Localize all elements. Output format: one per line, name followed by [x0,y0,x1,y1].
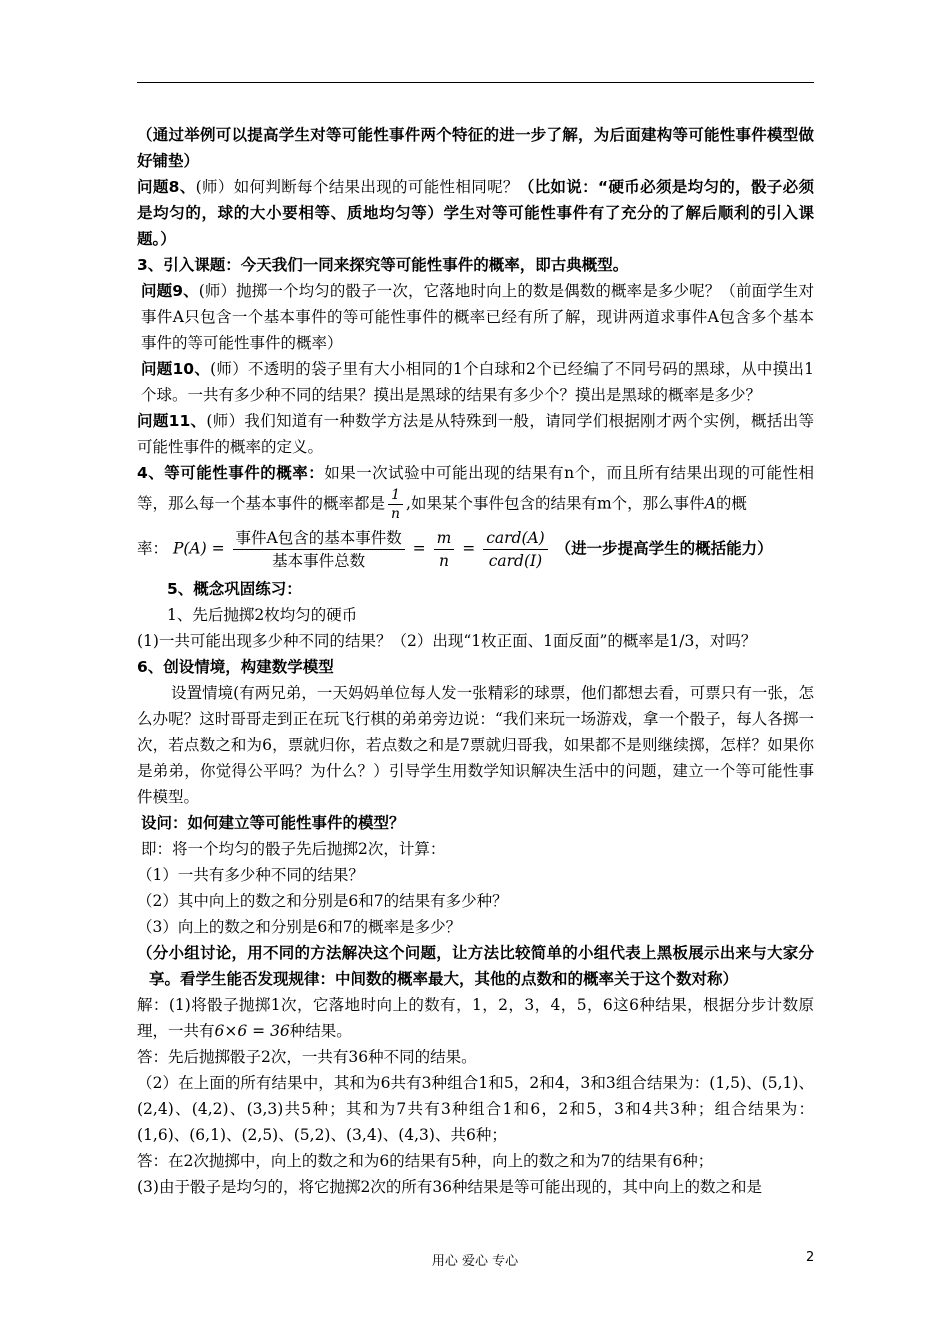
formula-m: m [434,527,455,550]
question-10-label: 问题10、 [141,360,211,378]
formula-words-denominator: 基本事件总数 [272,552,366,570]
question-8-note: （比如说：“硬币必须是均匀的，骰子必须是均匀的，球的大小要相等、质地均匀等）学生对等可能性事件有了充分的了解后顺利的引入课题。） [137,178,814,248]
probability-formula [137,527,814,572]
scenario-paragraph: 设置情境(有两兄弟，一天妈妈单位每人发一张精彩的球票，他们都想去看，可票只有一张，怎么办呢？这时哥哥走到正在玩飞行棋的弟弟旁边说：“我们来玩一场游戏，拿一个骰子，每人各掷一次，若点数之和为6，票就归你，若点数之和是7票就归哥我，如果都不是则继续掷，怎样？如果你是弟弟，你觉得公平吗？为什么？）引导学生用数学知识解决生活中的问题，建立一个等可能性事件模型。 [137,684,814,806]
section-3-heading: 3、引入课题：今天我们一同来探究等可能性事件的概率，即古典概型。 [137,256,629,274]
formula-fraction-mn [434,527,455,572]
question-11-label: 问题11、 [137,412,207,430]
formula-prefix: 率： [137,539,169,558]
solution-1-tail: 种结果。 [289,1022,352,1040]
section-4-definition [137,460,814,523]
question-8-text: (师）如何判断每个结果出现的可能性相同呢？ [195,178,519,196]
question-8 [137,174,814,252]
section-6-heading: 6、创设情境，构建数学模型 [137,658,334,676]
definition-text-2: ,如果某个事件包含的结果有m个，那么事件 [406,494,705,513]
formula-fraction-words [233,527,405,572]
question-10 [137,356,814,408]
definition-text-3: 的概 [715,494,747,513]
question-9-text: (师）抛掷一个均匀的骰子一次，它落地时向上的数是偶数的概率是多少呢？（前面学生对事件A只包含一个基本事件的等可能性事件的概率已经有所了解，现讲两道求事件A包含多个基本事件的等可能性事件的概率） [141,282,814,352]
one-over-n-fraction [388,486,403,523]
sub-question-2: （2）其中向上的数之和分别是6和7的结果有多少种？ [137,892,508,910]
answer-2: 答：在2次抛掷中，向上的数之和为6的结果有5种，向上的数之和为7的结果有6种； [137,1152,714,1170]
answer-1: 答：先后抛掷骰子2次，一共有36种不同的结果。 [137,1048,477,1066]
fraction-numerator: 1 [388,486,403,505]
formula-card-i: card(I) [488,552,543,570]
question-11 [137,408,814,460]
event-symbol: A [704,494,716,513]
discussion-note: （分小组讨论，用不同的方法解决这个问题，让方法比较简单的小组代表上黑板展示出来与大家分享。看学生能否发现规律：中间数的概率最大，其他的点数和的概率关于这个数对称） [137,944,814,988]
formula-card-a: card(A) [483,527,548,550]
formula-lhs: P(A) = [172,539,225,558]
formula-n: n [438,552,449,570]
solution-2: （2）在上面的所有结果中，其和为6共有3种组合1和5，2和4，3和3组合结果为：(1,5)、(5,1)、(2,4)、(4,2)、(3,3)共5种；其和为7共有3种组合1和6，2和5，3和4共3种；组合结果为：(1,6)、(6,1)、(2,5)、(5,2)、(3,4)、(4,3)、共6种； [137,1074,814,1144]
section-4-label: 4、等可能性事件的概率： [137,464,325,482]
solution-1-text: 解：(1)将骰子抛掷1次，它落地时向上的数有，1，2，3，4，5，6这6种结果，根据分步计数原理，一共有 [137,996,814,1040]
question-9 [137,278,814,356]
question-11-text: (师）我们知道有一种数学方法是从特殊到一般，请同学们根据刚才两个实例，概括出等可能性事件的概率的定义。 [137,412,814,456]
solution-1 [137,992,814,1044]
section-5-heading: 5、概念巩固练习： [167,580,302,598]
header-rule [137,82,814,83]
formula-note: （进一步提高学生的概括能力） [555,539,773,558]
setup-instruction: 即：将一个均匀的骰子先后抛掷2次，计算： [141,840,446,858]
definition-text-1: 如果一次试验中可能出现的结果有n个，而且所有结果出现的可能性相等，那么每一个基本事件的概率都是 [137,464,814,513]
question-8-label: 问题8、 [137,178,196,196]
formula-equals-1: = [412,539,426,558]
paragraph-intro-note: （通过举例可以提高学生对等可能性事件两个特征的进一步了解，为后面建构等可能性事件模型做好铺垫） [137,126,814,170]
formula-equals-2: = [462,539,476,558]
question-setup: 设问：如何建立等可能性事件的模型？ [141,814,405,832]
fraction-denominator: n [391,506,401,522]
formula-fraction-card [483,527,548,572]
exercise-1-questions: (1)一共可能出现多少种不同的结果？（2）出现“1枚正面、1面反面”的概率是1/3，对吗？ [137,632,757,650]
formula-words-numerator: 事件A包含的基本事件数 [233,527,405,550]
page-number: 2 [806,1250,815,1265]
solution-3: (3)由于骰子是均匀的，将它抛掷2次的所有36种结果是等可能出现的，其中向上的数之和是 [137,1178,763,1196]
question-10-text: (师）不透明的袋子里有大小相同的1个白球和2个已经编了不同号码的黑球，从中摸出1个球。一共有多少种不同的结果？摸出是黑球的结果有多少个？摸出是黑球的概率是多少？ [141,360,814,404]
sub-question-1: （1）一共有多少种不同的结果？ [137,866,364,884]
page-footer: 用心 爱心 专心 [431,1254,519,1269]
solution-1-expression: 6×6 = 36 [214,1022,290,1040]
sub-question-3: （3）向上的数之和分别是6和7的概率是多少？ [137,918,462,936]
exercise-1: 1、先后抛掷2枚均匀的硬币 [167,606,358,624]
question-9-label: 问题9、 [141,282,199,300]
document-body [137,122,814,1200]
